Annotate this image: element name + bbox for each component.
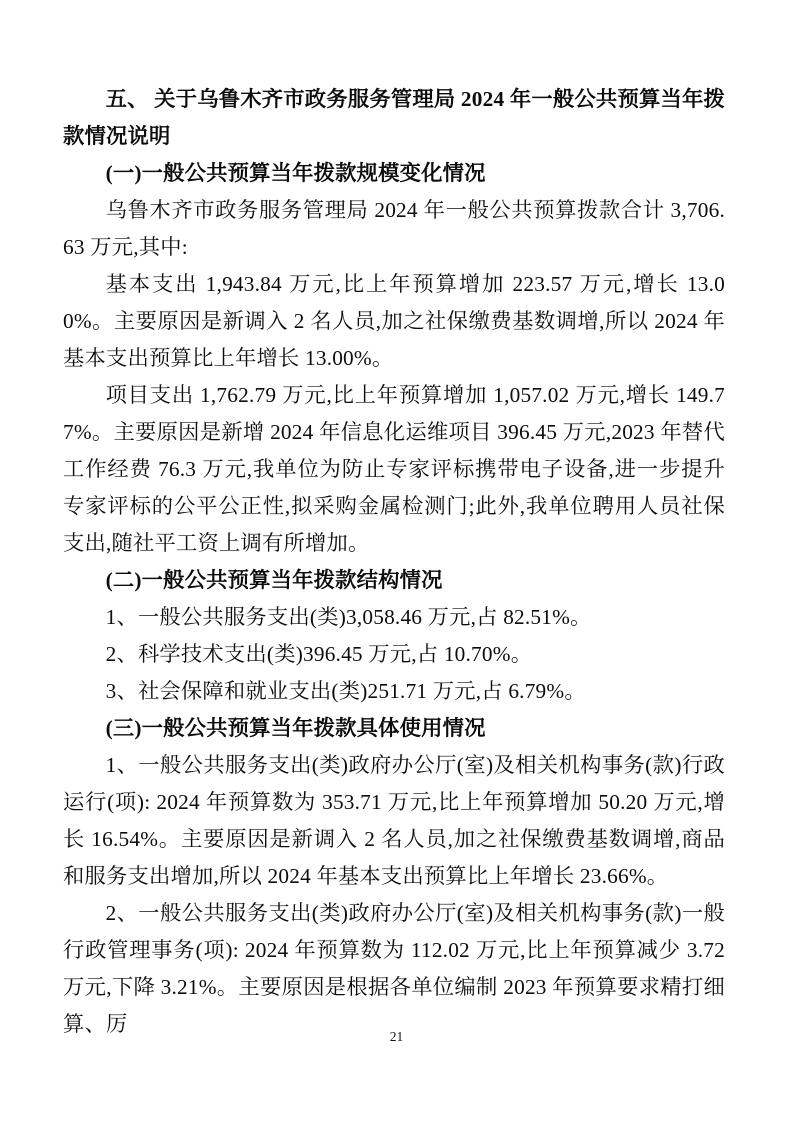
usage-item-2: 2、一般公共服务支出(类)政府办公厅(室)及相关机构事务(款)一般行政管理事务(项): 2024 年预算数为 112.02 万元,比上年预算减少 3.72 万元,下降 3.21%。主要原因是根据各单位编制 2023 年预算要求精打细算、厉: [63, 901, 725, 1036]
heading-main: 五、 关于乌鲁木齐市政务服务管理局 2024 年一般公共预算当年拨款情况说明: [63, 87, 725, 148]
structure-item-2: 2、科学技术支出(类)396.45 万元,占 10.70%。: [105, 642, 533, 666]
heading-section-3: (三)一般公共预算当年拨款具体使用情况: [105, 716, 486, 740]
document-content: [63, 81, 725, 1043]
heading-section-2: (二)一般公共预算当年拨款结构情况: [105, 568, 443, 592]
usage-item-1: 1、一般公共服务支出(类)政府办公厅(室)及相关机构事务(款)行政运行(项): 2024 年预算数为 353.71 万元,比上年预算增加 50.20 万元,增长 16.54%。主要原因是新调入 2 名人员,加之社保缴费基数调增,商品和服务支出增加,所以 2024 年基本支出预算比上年增长 23.66%。: [63, 753, 725, 888]
para-total-appropriation: 乌鲁木齐市政务服务管理局 2024 年一般公共预算拨款合计 3,706.63 万元,其中:: [63, 198, 725, 259]
page-number: 21: [389, 1029, 404, 1044]
para-project-expenditure: 项目支出 1,762.79 万元,比上年预算增加 1,057.02 万元,增长 149.77%。主要原因是新增 2024 年信息化运维项目 396.45 万元,2023 年替代工作经费 76.3 万元,我单位为防止专家评标携带电子设备,进一步提升专家评标的公平公正性,拟采购金属检测门;此外,我单位聘用人员社保支出,随社平工资上调有所增加。: [63, 383, 725, 555]
para-basic-expenditure: 基本支出 1,943.84 万元,比上年预算增加 223.57 万元,增长 13.00%。主要原因是新调入 2 名人员,加之社保缴费基数调增,所以 2024 年基本支出预算比上年增长 13.00%。: [63, 272, 725, 370]
structure-item-1: 1、一般公共服务支出(类)3,058.46 万元,占 82.51%。: [105, 605, 592, 629]
structure-item-3: 3、社会保障和就业支出(类)251.71 万元,占 6.79%。: [105, 679, 586, 703]
heading-section-1: (一)一般公共预算当年拨款规模变化情况: [105, 161, 486, 185]
